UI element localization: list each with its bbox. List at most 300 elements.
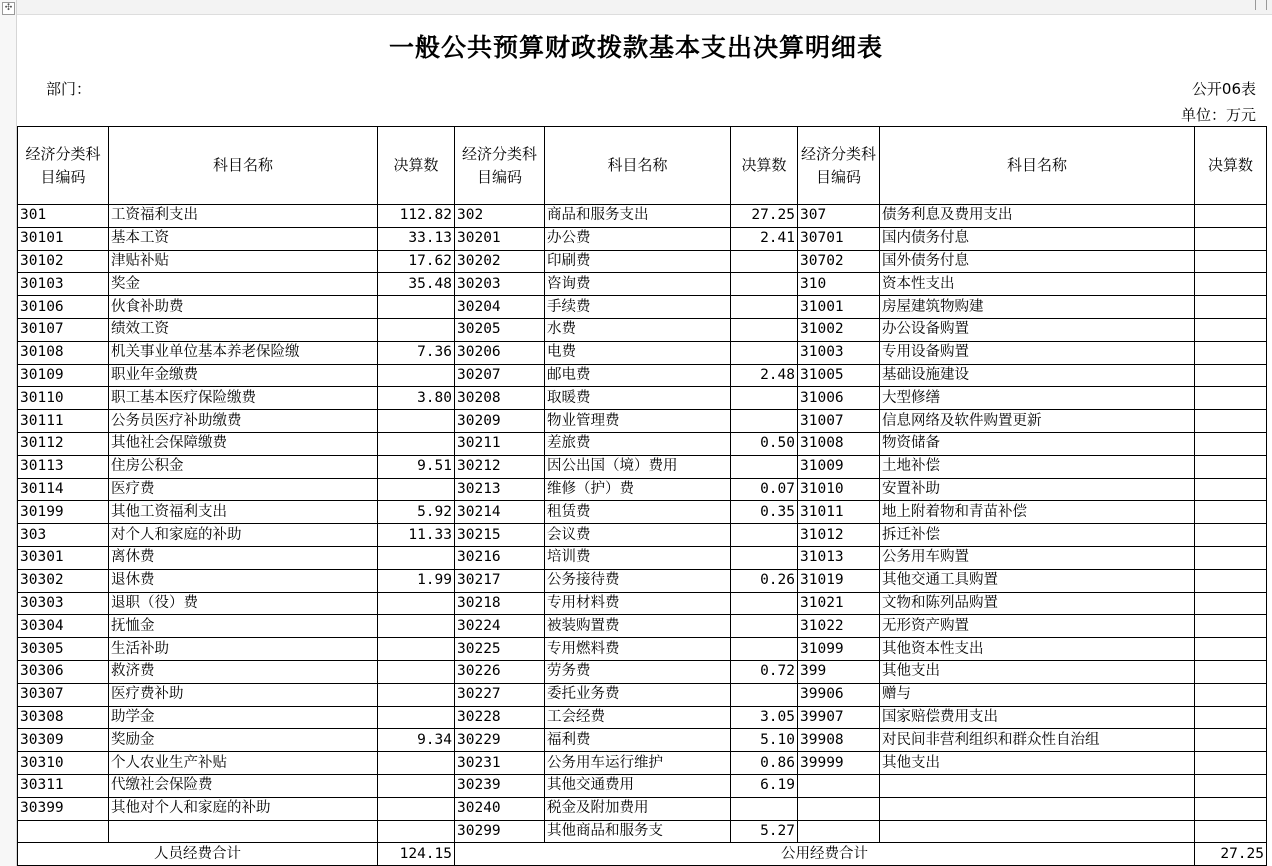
table-row xyxy=(18,387,1267,410)
amount-cell xyxy=(378,410,455,433)
item-name-cell: 基础设施建设 xyxy=(880,364,1195,387)
item-name-cell: 代缴社会保险费 xyxy=(109,774,378,797)
amount-cell xyxy=(378,478,455,501)
amount-cell: 17.62 xyxy=(378,250,455,273)
item-name-cell: 大型修缮 xyxy=(880,387,1195,410)
economic-code-cell: 30228 xyxy=(455,706,545,729)
amount-cell xyxy=(378,706,455,729)
economic-code-cell: 30212 xyxy=(455,455,545,478)
amount-cell xyxy=(731,615,798,638)
item-name-cell: 个人农业生产补贴 xyxy=(109,752,378,775)
economic-code-cell: 30103 xyxy=(18,273,109,296)
header-code: 经济分类科目编码 xyxy=(798,127,880,205)
item-name-cell xyxy=(109,820,378,843)
public-total-value: 27.25 xyxy=(1195,843,1267,866)
economic-code-cell: 30113 xyxy=(18,455,109,478)
table-row xyxy=(18,660,1267,683)
amount-cell xyxy=(1195,341,1267,364)
economic-code-cell: 31002 xyxy=(798,318,880,341)
item-name-cell: 国内债务付息 xyxy=(880,227,1195,250)
item-name-cell: 咨询费 xyxy=(545,273,731,296)
amount-cell: 6.19 xyxy=(731,774,798,797)
amount-cell xyxy=(378,546,455,569)
economic-code-cell: 31009 xyxy=(798,455,880,478)
amount-cell xyxy=(1195,638,1267,661)
economic-code-cell: 30307 xyxy=(18,683,109,706)
item-name-cell: 其他支出 xyxy=(880,660,1195,683)
item-name-cell: 房屋建筑物购建 xyxy=(880,296,1195,319)
item-name-cell: 离休费 xyxy=(109,546,378,569)
economic-code-cell: 30301 xyxy=(18,546,109,569)
item-name-cell: 生活补助 xyxy=(109,638,378,661)
item-name-cell: 住房公积金 xyxy=(109,455,378,478)
economic-code-cell: 30201 xyxy=(455,227,545,250)
economic-code-cell: 30101 xyxy=(18,227,109,250)
unit-label: 单位：万元 xyxy=(1180,106,1256,124)
economic-code-cell: 31022 xyxy=(798,615,880,638)
item-name-cell: 因公出国（境）费用 xyxy=(545,455,731,478)
document-left-margin xyxy=(0,0,17,866)
table-row xyxy=(18,524,1267,547)
amount-cell xyxy=(1195,227,1267,250)
item-name-cell: 其他交通费用 xyxy=(545,774,731,797)
amount-cell xyxy=(1195,387,1267,410)
item-name-cell: 国家赔偿费用支出 xyxy=(880,706,1195,729)
economic-code-cell: 30213 xyxy=(455,478,545,501)
amount-cell xyxy=(378,820,455,843)
economic-code-cell xyxy=(798,820,880,843)
item-name-cell: 工资福利支出 xyxy=(109,205,378,228)
amount-cell: 11.33 xyxy=(378,524,455,547)
item-name-cell: 电费 xyxy=(545,341,731,364)
amount-cell: 112.82 xyxy=(378,205,455,228)
item-name-cell: 办公费 xyxy=(545,227,731,250)
economic-code-cell: 31007 xyxy=(798,410,880,433)
table-row xyxy=(18,683,1267,706)
amount-cell: 2.41 xyxy=(731,227,798,250)
item-name-cell: 物资储备 xyxy=(880,432,1195,455)
item-name-cell: 公务用车运行维护 xyxy=(545,752,731,775)
item-name-cell: 土地补偿 xyxy=(880,455,1195,478)
amount-cell xyxy=(1195,797,1267,820)
item-name-cell: 文物和陈列品购置 xyxy=(880,592,1195,615)
item-name-cell: 专用材料费 xyxy=(545,592,731,615)
amount-cell xyxy=(1195,774,1267,797)
item-name-cell: 劳务费 xyxy=(545,660,731,683)
amount-cell xyxy=(1195,752,1267,775)
header-amount: 决算数 xyxy=(1195,127,1267,205)
economic-code-cell: 30214 xyxy=(455,501,545,524)
economic-code-cell: 30239 xyxy=(455,774,545,797)
item-name-cell: 手续费 xyxy=(545,296,731,319)
economic-code-cell: 30218 xyxy=(455,592,545,615)
table-row xyxy=(18,250,1267,273)
item-name-cell xyxy=(880,774,1195,797)
item-name-cell: 津贴补贴 xyxy=(109,250,378,273)
table-row xyxy=(18,706,1267,729)
amount-cell xyxy=(731,683,798,706)
table-row xyxy=(18,410,1267,433)
item-name-cell: 奖励金 xyxy=(109,729,378,752)
economic-code-cell: 30231 xyxy=(455,752,545,775)
economic-code-cell: 30225 xyxy=(455,638,545,661)
header-amount: 决算数 xyxy=(378,127,455,205)
economic-code-cell: 31011 xyxy=(798,501,880,524)
amount-cell xyxy=(1195,660,1267,683)
item-name-cell: 专用燃料费 xyxy=(545,638,731,661)
economic-code-cell: 30299 xyxy=(455,820,545,843)
economic-code-cell: 30224 xyxy=(455,615,545,638)
table-row xyxy=(18,205,1267,228)
economic-code-cell: 301 xyxy=(18,205,109,228)
item-name-cell: 奖金 xyxy=(109,273,378,296)
economic-code-cell: 31006 xyxy=(798,387,880,410)
economic-code-cell xyxy=(18,820,109,843)
amount-cell xyxy=(378,318,455,341)
item-name-cell: 会议费 xyxy=(545,524,731,547)
amount-cell xyxy=(1195,205,1267,228)
economic-code-cell: 30309 xyxy=(18,729,109,752)
economic-code-cell: 30207 xyxy=(455,364,545,387)
item-name-cell: 安置补助 xyxy=(880,478,1195,501)
economic-code-cell: 30204 xyxy=(455,296,545,319)
expenditure-table xyxy=(17,126,1267,866)
amount-cell xyxy=(1195,410,1267,433)
table-row xyxy=(18,615,1267,638)
amount-cell: 0.72 xyxy=(731,660,798,683)
economic-code-cell: 31013 xyxy=(798,546,880,569)
economic-code-cell: 310 xyxy=(798,273,880,296)
economic-code-cell: 39908 xyxy=(798,729,880,752)
economic-code-cell: 30229 xyxy=(455,729,545,752)
item-name-cell: 水费 xyxy=(545,318,731,341)
page-corner-mark xyxy=(1266,0,1272,10)
amount-cell: 5.92 xyxy=(378,501,455,524)
economic-code-cell: 30109 xyxy=(18,364,109,387)
table-row xyxy=(18,638,1267,661)
item-name-cell: 信息网络及软件购置更新 xyxy=(880,410,1195,433)
totals-row xyxy=(18,843,1267,866)
table-row xyxy=(18,569,1267,592)
header-amount: 决算数 xyxy=(731,127,798,205)
item-name-cell: 培训费 xyxy=(545,546,731,569)
header-name: 科目名称 xyxy=(545,127,731,205)
item-name-cell: 国外债务付息 xyxy=(880,250,1195,273)
economic-code-cell: 31001 xyxy=(798,296,880,319)
economic-code-cell xyxy=(798,774,880,797)
amount-cell xyxy=(378,797,455,820)
economic-code-cell: 31003 xyxy=(798,341,880,364)
economic-code-cell: 30310 xyxy=(18,752,109,775)
table-row xyxy=(18,364,1267,387)
amount-cell: 5.27 xyxy=(731,820,798,843)
amount-cell xyxy=(378,774,455,797)
item-name-cell: 无形资产购置 xyxy=(880,615,1195,638)
item-name-cell: 福利费 xyxy=(545,729,731,752)
table-row xyxy=(18,455,1267,478)
header-code: 经济分类科目编码 xyxy=(18,127,109,205)
amount-cell xyxy=(378,752,455,775)
item-name-cell: 职业年金缴费 xyxy=(109,364,378,387)
amount-cell xyxy=(1195,683,1267,706)
economic-code-cell: 302 xyxy=(455,205,545,228)
item-name-cell: 被装购置费 xyxy=(545,615,731,638)
item-name-cell: 其他商品和服务支 xyxy=(545,820,731,843)
item-name-cell: 其他交通工具购置 xyxy=(880,569,1195,592)
item-name-cell: 医疗费补助 xyxy=(109,683,378,706)
table-row xyxy=(18,820,1267,843)
amount-cell xyxy=(731,250,798,273)
amount-cell: 0.50 xyxy=(731,432,798,455)
economic-code-cell: 30106 xyxy=(18,296,109,319)
amount-cell xyxy=(1195,273,1267,296)
amount-cell: 0.35 xyxy=(731,501,798,524)
amount-cell xyxy=(378,296,455,319)
amount-cell xyxy=(731,318,798,341)
economic-code-cell: 30306 xyxy=(18,660,109,683)
item-name-cell: 机关事业单位基本养老保险缴 xyxy=(109,341,378,364)
table-row xyxy=(18,729,1267,752)
economic-code-cell: 30226 xyxy=(455,660,545,683)
economic-code-cell: 31019 xyxy=(798,569,880,592)
economic-code-cell: 31012 xyxy=(798,524,880,547)
amount-cell xyxy=(731,455,798,478)
economic-code-cell: 39907 xyxy=(798,706,880,729)
amount-cell xyxy=(378,432,455,455)
item-name-cell xyxy=(880,797,1195,820)
public-total-label: 公用经费合计 xyxy=(455,843,1195,866)
economic-code-cell: 30304 xyxy=(18,615,109,638)
amount-cell xyxy=(1195,524,1267,547)
economic-code-cell: 31021 xyxy=(798,592,880,615)
amount-cell xyxy=(378,364,455,387)
table-row xyxy=(18,478,1267,501)
item-name-cell: 工会经费 xyxy=(545,706,731,729)
amount-cell xyxy=(1195,615,1267,638)
amount-cell xyxy=(1195,501,1267,524)
economic-code-cell: 30227 xyxy=(455,683,545,706)
item-name-cell: 商品和服务支出 xyxy=(545,205,731,228)
amount-cell xyxy=(378,592,455,615)
amount-cell: 33.13 xyxy=(378,227,455,250)
amount-cell xyxy=(1195,706,1267,729)
item-name-cell: 其他支出 xyxy=(880,752,1195,775)
amount-cell: 27.25 xyxy=(731,205,798,228)
item-name-cell: 对民间非营利组织和群众性自治组 xyxy=(880,729,1195,752)
economic-code-cell: 30302 xyxy=(18,569,109,592)
item-name-cell: 退职（役）费 xyxy=(109,592,378,615)
amount-cell: 5.10 xyxy=(731,729,798,752)
economic-code-cell: 30305 xyxy=(18,638,109,661)
economic-code-cell: 31099 xyxy=(798,638,880,661)
amount-cell xyxy=(1195,592,1267,615)
table-row xyxy=(18,318,1267,341)
economic-code-cell: 30311 xyxy=(18,774,109,797)
page-corner-mark xyxy=(1255,0,1264,10)
table-row xyxy=(18,797,1267,820)
item-name-cell: 赠与 xyxy=(880,683,1195,706)
amount-cell xyxy=(1195,569,1267,592)
economic-code-cell: 30215 xyxy=(455,524,545,547)
table-header-row xyxy=(18,127,1267,205)
amount-cell xyxy=(731,341,798,364)
amount-cell: 7.36 xyxy=(378,341,455,364)
amount-cell xyxy=(731,410,798,433)
item-name-cell: 助学金 xyxy=(109,706,378,729)
personnel-total-value: 124.15 xyxy=(378,843,455,866)
amount-cell xyxy=(1195,455,1267,478)
economic-code-cell: 30211 xyxy=(455,432,545,455)
item-name-cell: 印刷费 xyxy=(545,250,731,273)
item-name-cell xyxy=(880,820,1195,843)
amount-cell: 0.26 xyxy=(731,569,798,592)
table-row xyxy=(18,774,1267,797)
department-label: 部门： xyxy=(46,80,92,98)
amount-cell xyxy=(731,387,798,410)
item-name-cell: 公务用车购置 xyxy=(880,546,1195,569)
amount-cell xyxy=(378,660,455,683)
item-name-cell: 其他资本性支出 xyxy=(880,638,1195,661)
economic-code-cell: 30217 xyxy=(455,569,545,592)
item-name-cell: 公务接待费 xyxy=(545,569,731,592)
economic-code-cell: 30111 xyxy=(18,410,109,433)
economic-code-cell: 30702 xyxy=(798,250,880,273)
header-name: 科目名称 xyxy=(109,127,378,205)
economic-code-cell: 30203 xyxy=(455,273,545,296)
header-code: 经济分类科目编码 xyxy=(455,127,545,205)
item-name-cell: 绩效工资 xyxy=(109,318,378,341)
item-name-cell: 邮电费 xyxy=(545,364,731,387)
item-name-cell: 其他社会保障缴费 xyxy=(109,432,378,455)
item-name-cell: 债务利息及费用支出 xyxy=(880,205,1195,228)
document-top-strip xyxy=(0,0,1272,15)
economic-code-cell xyxy=(798,797,880,820)
item-name-cell: 拆迁补偿 xyxy=(880,524,1195,547)
amount-cell xyxy=(731,797,798,820)
item-name-cell: 办公设备购置 xyxy=(880,318,1195,341)
item-name-cell: 其他工资福利支出 xyxy=(109,501,378,524)
economic-code-cell: 30308 xyxy=(18,706,109,729)
economic-code-cell: 30303 xyxy=(18,592,109,615)
table-row xyxy=(18,273,1267,296)
economic-code-cell: 30206 xyxy=(455,341,545,364)
item-name-cell: 其他对个人和家庭的补助 xyxy=(109,797,378,820)
table-code: 公开06表 xyxy=(1191,80,1256,98)
economic-code-cell: 30112 xyxy=(18,432,109,455)
item-name-cell: 职工基本医疗保险缴费 xyxy=(109,387,378,410)
amount-cell xyxy=(1195,318,1267,341)
amount-cell xyxy=(1195,546,1267,569)
amount-cell xyxy=(731,524,798,547)
amount-cell: 3.80 xyxy=(378,387,455,410)
item-name-cell: 公务员医疗补助缴费 xyxy=(109,410,378,433)
item-name-cell: 资本性支出 xyxy=(880,273,1195,296)
economic-code-cell: 30216 xyxy=(455,546,545,569)
amount-cell: 9.34 xyxy=(378,729,455,752)
economic-code-cell: 30701 xyxy=(798,227,880,250)
amount-cell xyxy=(1195,364,1267,387)
economic-code-cell: 30107 xyxy=(18,318,109,341)
item-name-cell: 对个人和家庭的补助 xyxy=(109,524,378,547)
item-name-cell: 救济费 xyxy=(109,660,378,683)
table-row xyxy=(18,296,1267,319)
item-name-cell: 委托业务费 xyxy=(545,683,731,706)
amount-cell xyxy=(1195,250,1267,273)
table-row xyxy=(18,592,1267,615)
amount-cell xyxy=(378,683,455,706)
amount-cell xyxy=(731,546,798,569)
economic-code-cell: 303 xyxy=(18,524,109,547)
item-name-cell: 专用设备购置 xyxy=(880,341,1195,364)
amount-cell xyxy=(731,273,798,296)
amount-cell: 0.07 xyxy=(731,478,798,501)
table-row xyxy=(18,227,1267,250)
economic-code-cell: 30114 xyxy=(18,478,109,501)
item-name-cell: 抚恤金 xyxy=(109,615,378,638)
amount-cell xyxy=(378,638,455,661)
amount-cell xyxy=(1195,478,1267,501)
item-name-cell: 基本工资 xyxy=(109,227,378,250)
economic-code-cell: 30110 xyxy=(18,387,109,410)
header-name: 科目名称 xyxy=(880,127,1195,205)
economic-code-cell: 30399 xyxy=(18,797,109,820)
amount-cell: 2.48 xyxy=(731,364,798,387)
economic-code-cell: 30209 xyxy=(455,410,545,433)
item-name-cell: 差旅费 xyxy=(545,432,731,455)
economic-code-cell: 30199 xyxy=(18,501,109,524)
item-name-cell: 税金及附加费用 xyxy=(545,797,731,820)
amount-cell xyxy=(1195,729,1267,752)
item-name-cell: 退休费 xyxy=(109,569,378,592)
move-handle-icon[interactable]: ✣ xyxy=(2,2,15,15)
amount-cell xyxy=(1195,296,1267,319)
amount-cell: 1.99 xyxy=(378,569,455,592)
economic-code-cell: 39906 xyxy=(798,683,880,706)
page-title: 一般公共预算财政拨款基本支出决算明细表 xyxy=(388,33,883,62)
item-name-cell: 地上附着物和青苗补偿 xyxy=(880,501,1195,524)
item-name-cell: 取暖费 xyxy=(545,387,731,410)
economic-code-cell: 399 xyxy=(798,660,880,683)
item-name-cell: 物业管理费 xyxy=(545,410,731,433)
economic-code-cell: 31008 xyxy=(798,432,880,455)
amount-cell: 9.51 xyxy=(378,455,455,478)
item-name-cell: 医疗费 xyxy=(109,478,378,501)
amount-cell xyxy=(731,638,798,661)
item-name-cell: 伙食补助费 xyxy=(109,296,378,319)
amount-cell: 35.48 xyxy=(378,273,455,296)
table-row xyxy=(18,432,1267,455)
personnel-total-label: 人员经费合计 xyxy=(18,843,378,866)
item-name-cell: 租赁费 xyxy=(545,501,731,524)
economic-code-cell: 307 xyxy=(798,205,880,228)
economic-code-cell: 30205 xyxy=(455,318,545,341)
economic-code-cell: 30102 xyxy=(18,250,109,273)
amount-cell xyxy=(731,592,798,615)
economic-code-cell: 30108 xyxy=(18,341,109,364)
table-row xyxy=(18,501,1267,524)
amount-cell xyxy=(1195,432,1267,455)
table-row xyxy=(18,752,1267,775)
amount-cell: 0.86 xyxy=(731,752,798,775)
item-name-cell: 维修（护）费 xyxy=(545,478,731,501)
table-row xyxy=(18,546,1267,569)
economic-code-cell: 39999 xyxy=(798,752,880,775)
economic-code-cell: 30208 xyxy=(455,387,545,410)
amount-cell: 3.05 xyxy=(731,706,798,729)
economic-code-cell: 30202 xyxy=(455,250,545,273)
amount-cell xyxy=(378,615,455,638)
amount-cell xyxy=(1195,820,1267,843)
